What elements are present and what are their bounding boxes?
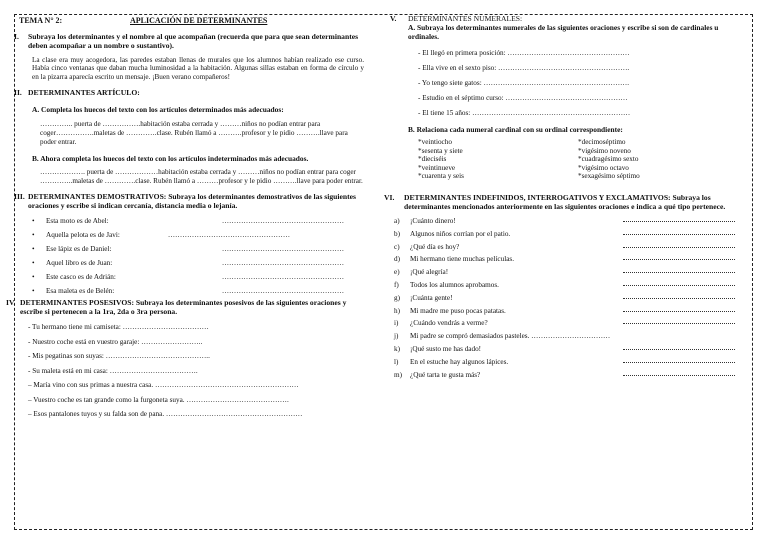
section-instruction: DETERMINANTES DEMOSTRATIVOS: Subraya los determinantes demostrativos de las siguientes oraciones y escribe si indican cercanía, distancia media o lejanía. (28, 192, 356, 211)
answer-line (623, 279, 735, 286)
list-item: c) ¿Qué día es hoy? (394, 241, 735, 254)
list-item: - Ella vive en el sexto piso: ………………………………………………. (418, 64, 630, 72)
section-1-paragraph: La clase era muy acogedora, las paredes estaban llenas de murales que los alumnos habían realizado ese curso. Había cinco ventanas que daban mucha luminosidad a la habitación. Algunas sillas estaban en forma de círculo y en la pizarra aparecía escrito un mensaje. ¡Buen verano compañeros! (32, 56, 364, 81)
list-item: • Ese lápiz es de Daniel: …………………………………………… (32, 245, 344, 254)
section-5a-label: A. Subraya los determinantes numerales de las siguientes oraciones y escribe si son de cardinales u ordinales. (408, 23, 719, 41)
list-item: • Aquel libro es de Juan: …………………………………………… (32, 259, 344, 268)
list-item: b) Algunos niños corrían por el patio. (394, 228, 735, 241)
section-number: III. (14, 192, 25, 202)
list-item: j) Mi padre se compró demasiados pasteles. …………………………… (394, 332, 611, 341)
section-6 (384, 193, 735, 211)
section-6-list (390, 215, 735, 381)
answer-line (623, 215, 735, 222)
section-number: VI. (384, 192, 395, 202)
section-1 (14, 32, 364, 50)
list-item: • Esta moto es de Abel: …………………………………………… (32, 217, 344, 226)
list-item: - Estudio en el séptimo curso: …………………………………………… (418, 94, 628, 102)
list-item: – María vino con sus primas a nuestra casa. …………………………………………………… (28, 381, 299, 390)
numeral-match-grid: *veintiocho *decimoséptimo *sesenta y siete *vigésimo noveno *dieciséis *cuadragésimo sexto *veintinueve *vigésimo octavo *cuarenta y seis *sexagésimo séptimo (418, 138, 640, 181)
section-2b-text: ………………. puerta de ………………habitación estaba cerrada y ………niños no podían entrar para coger …………..maletas de ………….clase. Rubén llamó a ………profesor y le pidio ……….llave para poder entrar. (40, 168, 363, 186)
section-title: DETERMINANTES NUMERALES: (408, 14, 523, 23)
list-item: d) Mi hermano tiene muchas películas. (394, 253, 735, 266)
list-item: i) ¿Cuándo vendrás a verme? (394, 317, 735, 330)
list-item: - El llegó en primera posición: …………………………………………… (418, 49, 630, 57)
list-item: m) ¿Qué tarta te gusta más? (394, 369, 735, 382)
section-number: IV. (6, 298, 16, 308)
section-number: V. (390, 14, 397, 23)
right-column (384, 14, 735, 381)
answer-line (623, 253, 735, 260)
answer-line (623, 228, 735, 235)
section-2a-label: A. Completa los huecos del texto con los artículos determinados más adecuados: (32, 105, 284, 115)
list-item: - Tu hermano tiene mi camiseta: ……………………………… (28, 323, 209, 332)
list-item: - Su maleta está en mi casa: ………………………………. (28, 366, 198, 375)
section-instruction: Subraya los determinantes y el nombre al que acompañan (recuerda que para que sean determinantes deben acompañar a un nombre o sustantivo). (28, 32, 359, 50)
header (14, 16, 364, 28)
answer-line (623, 356, 735, 363)
answer-line (623, 266, 735, 273)
section-number: I. (14, 32, 19, 41)
list-item: f) Todos los alumnos aprobamos. (394, 279, 735, 292)
answer-line (623, 241, 735, 248)
list-item: g) ¡Cuánta gente! (394, 292, 735, 305)
list-item: l) En el estuche hay algunos lápices. (394, 356, 735, 369)
list-item: e) ¡Qué alegría! (394, 266, 735, 279)
section-2 (14, 88, 364, 97)
section-instruction: DETERMINANTES POSESIVOS: Subraya los determinantes posesivos de las siguientes oraciones y escribe si pertenecen a la 1ra, 2da o 3ra persona. (20, 298, 347, 317)
answer-line (623, 343, 735, 350)
section-2b-label: B. Ahora completa los huecos del texto con los artículos indeterminados más adecuados. (32, 154, 309, 164)
list-item: • Esa maleta es de Belén: …………………………………………… (32, 287, 344, 296)
section-3 (14, 192, 364, 210)
answer-line (623, 317, 735, 324)
section-5b-label: B. Relaciona cada numeral cardinal con su ordinal correspondiente: (408, 125, 623, 134)
section-instruction: DETERMINANTES INDEFINIDOS, INTERROGATIVOS Y EXCLAMATIVOS: Subraya los determinantes mencionados anteriormente en las siguientes oraciones e indica a qué tipo pertenece. (404, 192, 726, 211)
list-item: h) Mi madre me puso pocas patatas. (394, 305, 735, 318)
list-item: a) ¡Cuánto dinero! (394, 215, 735, 228)
tema-label: TEMA N° 2: (19, 16, 63, 25)
answer-line (623, 305, 735, 312)
section-number: II. (14, 88, 22, 98)
section-title: DETERMINANTES ARTÍCULO: (28, 88, 140, 98)
section-5 (390, 14, 735, 23)
list-item: – Esos pantalones tuyos y su falda son de pana. ………………………………………………… (28, 410, 303, 419)
answer-line (623, 369, 735, 376)
answer-line (623, 292, 735, 299)
list-item: k) ¡Qué susto me has dado! (394, 343, 735, 356)
list-item: • Este casco es de Adrián: …………………………………………… (32, 273, 344, 282)
list-item: - Yo tengo siete gatos: ……………………………………………………. (418, 79, 630, 87)
list-item: – Vuestro coche es tan grande como la furgoneta suya. ……………………………………. (28, 395, 289, 404)
list-item: - Mis pegatinas son suyas: …………………………………….. (28, 352, 210, 361)
list-item: - El tiene 15 años: ………………………………………………………… (418, 109, 631, 117)
list-item: • Aquella pelota es de Javi: …………………………………………… (32, 231, 290, 240)
list-item: - Nuestro coche está en vuestro garaje: …………………….. (28, 337, 203, 346)
page-title: APLICACIÓN DE DETERMINANTES (130, 16, 268, 25)
left-column (6, 16, 364, 422)
section-2a-text: ………….. puerta de …………….habitación estaba cerrada y ………niños no podían entrar para coger…………….maletas de ………….clase. Rubén llamó a ……….profesor y le pidio ……….llave para poder entrar. (40, 120, 348, 147)
section-4 (6, 298, 364, 316)
